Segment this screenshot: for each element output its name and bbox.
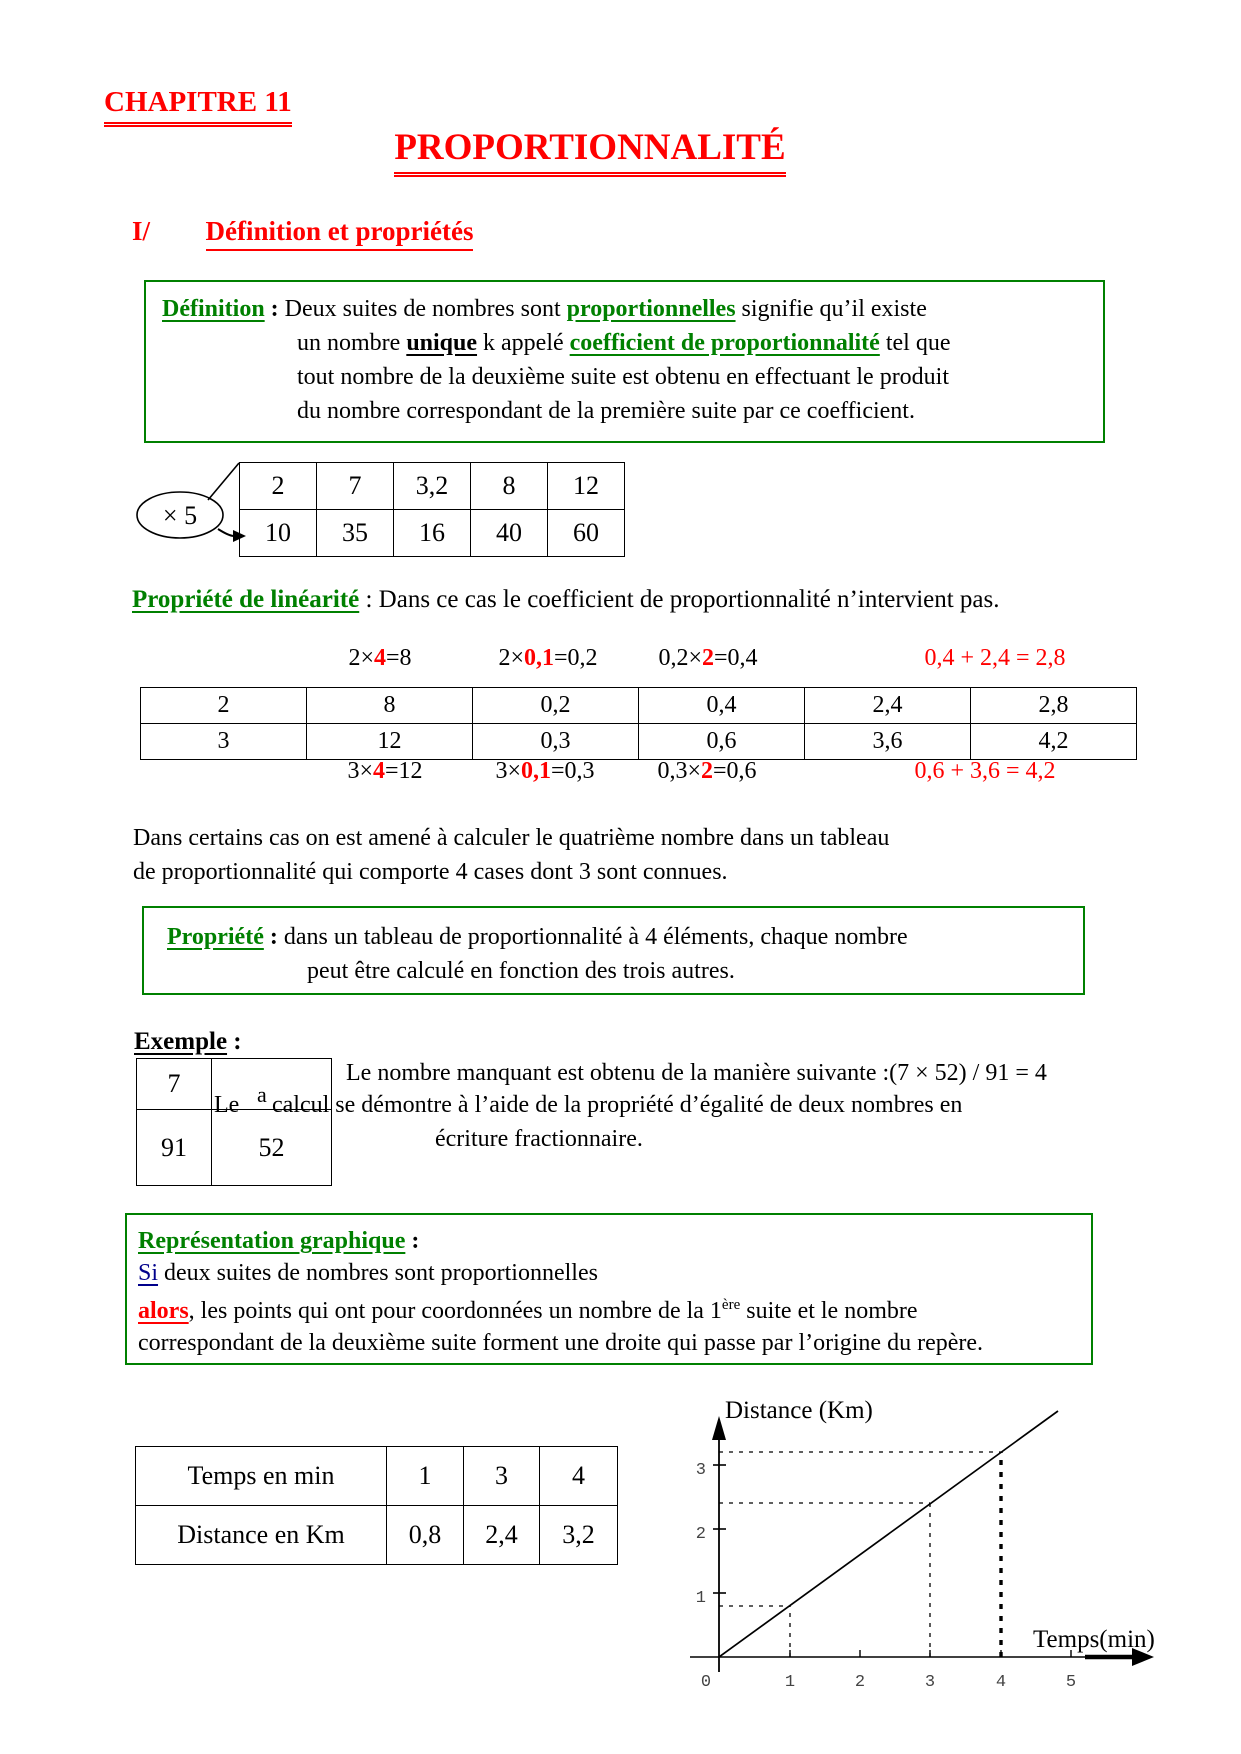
graphical-representation-box: Représentation graphique : Si deux suites de nombres sont proportionnelles alors, les points qui ont pour coordonnées un nombre de la 1ère suite et le nombre correspondant de la deuxième suite forment une droite qui passe par l’origine du repère.	[125, 1213, 1093, 1365]
equation: 2×0,1=0,2	[498, 645, 598, 671]
linearity-table	[140, 687, 1137, 760]
keyword-si: Si	[138, 1260, 159, 1286]
table-cell: 7	[137, 1059, 212, 1110]
table-cell: 4	[540, 1447, 618, 1506]
table-cell: 3	[464, 1447, 540, 1506]
graph-box-label: Représentation graphique	[138, 1228, 406, 1254]
chapter-label: CHAPITRE 11	[104, 86, 292, 127]
chapter-heading	[104, 86, 292, 127]
definition-line-3: tout nombre de la deuxième suite est obtenu en effectuant le produit	[297, 364, 950, 390]
x-tick-label-4: 4	[995, 1673, 1007, 1692]
y-axis-label: Distance (Km)	[725, 1397, 873, 1424]
keyword-unique: unique	[406, 330, 478, 356]
x-axis-label: Temps(min)	[1033, 1626, 1155, 1653]
table-cell: 2,4	[805, 688, 971, 724]
x-tick-label-0: 0	[700, 1673, 712, 1692]
table-cell: 7	[317, 463, 394, 510]
table-cell: 12	[548, 463, 625, 510]
linearity-heading: Propriété de linéarité : Dans ce cas le coefficient de proportionnalité n’intervient pas.	[132, 586, 1000, 613]
table-row	[240, 510, 625, 557]
example-heading: Exemple :	[134, 1028, 242, 1055]
y-axis-arrow-icon	[712, 1416, 726, 1440]
table-cell: 0,8	[387, 1506, 464, 1565]
x-tick-label-1: 1	[784, 1673, 796, 1692]
linearity-label: Propriété de linéarité	[132, 586, 360, 613]
equation-red: 0,4 + 2,4 = 2,8	[924, 645, 1066, 671]
table-row	[136, 1506, 618, 1565]
table-cell: 16	[394, 510, 471, 557]
definition-line-2: un nombre unique k appelé coefficient de proportionnalité tel que	[297, 330, 951, 356]
table-cell: 40	[471, 510, 548, 557]
table-cell-missing-a: a	[212, 1059, 332, 1110]
definition-line-1: Définition : Deux suites de nombres sont proportionnelles signifie qu’il existe	[162, 296, 927, 322]
page-title: PROPORTIONNALITÉ	[250, 126, 930, 177]
keyword-coefficient: coefficient de proportionnalité	[569, 330, 880, 356]
multiply-table	[239, 462, 625, 557]
example-line-2-start: Le	[214, 1092, 240, 1118]
example-line-1: Le nombre manquant est obtenu de la manière suivante :(7 × 52) / 91 = 4	[346, 1060, 1047, 1086]
equation-red: 0,6 + 3,6 = 4,2	[914, 758, 1056, 784]
table-cell: 3	[141, 724, 307, 760]
equation: 3×0,1=0,3	[495, 758, 595, 784]
table-cell: 12	[307, 724, 473, 760]
table-cell: 2	[141, 688, 307, 724]
section-numeral: I/	[132, 216, 151, 246]
table-cell: 2,4	[464, 1506, 540, 1565]
equation: 2×4=8	[348, 645, 412, 671]
table-cell: 0,2	[473, 688, 639, 724]
keyword-alors: alors	[138, 1298, 189, 1324]
factor-arrow-to-row2	[218, 529, 234, 536]
table-cell: 2,8	[971, 688, 1137, 724]
section-title: Définition et propriétés	[206, 216, 474, 251]
table-cell: 60	[548, 510, 625, 557]
table-cell: 10	[240, 510, 317, 557]
property-label: Propriété	[167, 924, 264, 950]
table-cell: 4,2	[971, 724, 1137, 760]
table-cell: 0,6	[639, 724, 805, 760]
y-tick-label-1: 1	[695, 1589, 706, 1608]
table-cell: 3,2	[394, 463, 471, 510]
table-cell: 1	[387, 1447, 464, 1506]
property-box: Propriété : dans un tableau de proportionnalité à 4 éléments, chaque nombre peut être calculé en fonction des trois autres.	[142, 906, 1085, 995]
row-label-cell: Distance en Km	[136, 1506, 387, 1565]
body-paragraph: Dans certains cas on est amené à calculer le quatrième nombre dans un tableau de proportionnalité qui comporte 4 cases dont 3 sont connues.	[133, 825, 890, 885]
proportional-line	[719, 1411, 1058, 1657]
example-line-2-rest: calcul se démontre à l’aide de la propriété d’égalité de deux nombres en	[272, 1092, 963, 1118]
table-cell: 91	[137, 1110, 212, 1186]
definition-box	[144, 280, 1105, 443]
table-cell: 0,4	[639, 688, 805, 724]
table-cell: 8	[307, 688, 473, 724]
time-distance-table	[135, 1446, 618, 1565]
table-cell: 3,2	[540, 1506, 618, 1565]
definition-label: Définition	[162, 296, 265, 322]
x-tick-label-5: 5	[1065, 1673, 1077, 1692]
table-row	[137, 1110, 332, 1186]
table-row	[141, 688, 1137, 724]
table-cell: 3,6	[805, 724, 971, 760]
factor-label: × 5	[162, 501, 198, 530]
y-tick-label-3: 3	[695, 1461, 706, 1480]
x-tick-label-2: 2	[854, 1673, 866, 1692]
table-row	[136, 1447, 618, 1506]
equation: 3×4=12	[347, 758, 423, 784]
table-cell: 35	[317, 510, 394, 557]
table-row	[141, 724, 1137, 760]
table-cell: 8	[471, 463, 548, 510]
factor-line-to-row1	[208, 463, 239, 500]
row-label-cell: Temps en min	[136, 1447, 387, 1506]
example-line-3: écriture fractionnaire.	[435, 1126, 643, 1152]
table-cell: 52	[212, 1110, 332, 1186]
equation: 0,3×2=0,6	[657, 758, 757, 784]
equation: 0,2×2=0,4	[658, 645, 758, 671]
y-tick-label-2: 2	[695, 1525, 706, 1544]
table-cell: 0,3	[473, 724, 639, 760]
example-table	[136, 1058, 332, 1186]
table-row	[240, 463, 625, 510]
table-cell: 2	[240, 463, 317, 510]
definition-line-4: du nombre correspondant de la première suite par ce coefficient.	[297, 398, 915, 424]
proportionality-graph	[640, 1390, 1220, 1720]
x-tick-label-3: 3	[924, 1673, 936, 1692]
section-heading	[132, 216, 473, 251]
keyword-proportionnelles: proportionnelles	[566, 296, 736, 322]
